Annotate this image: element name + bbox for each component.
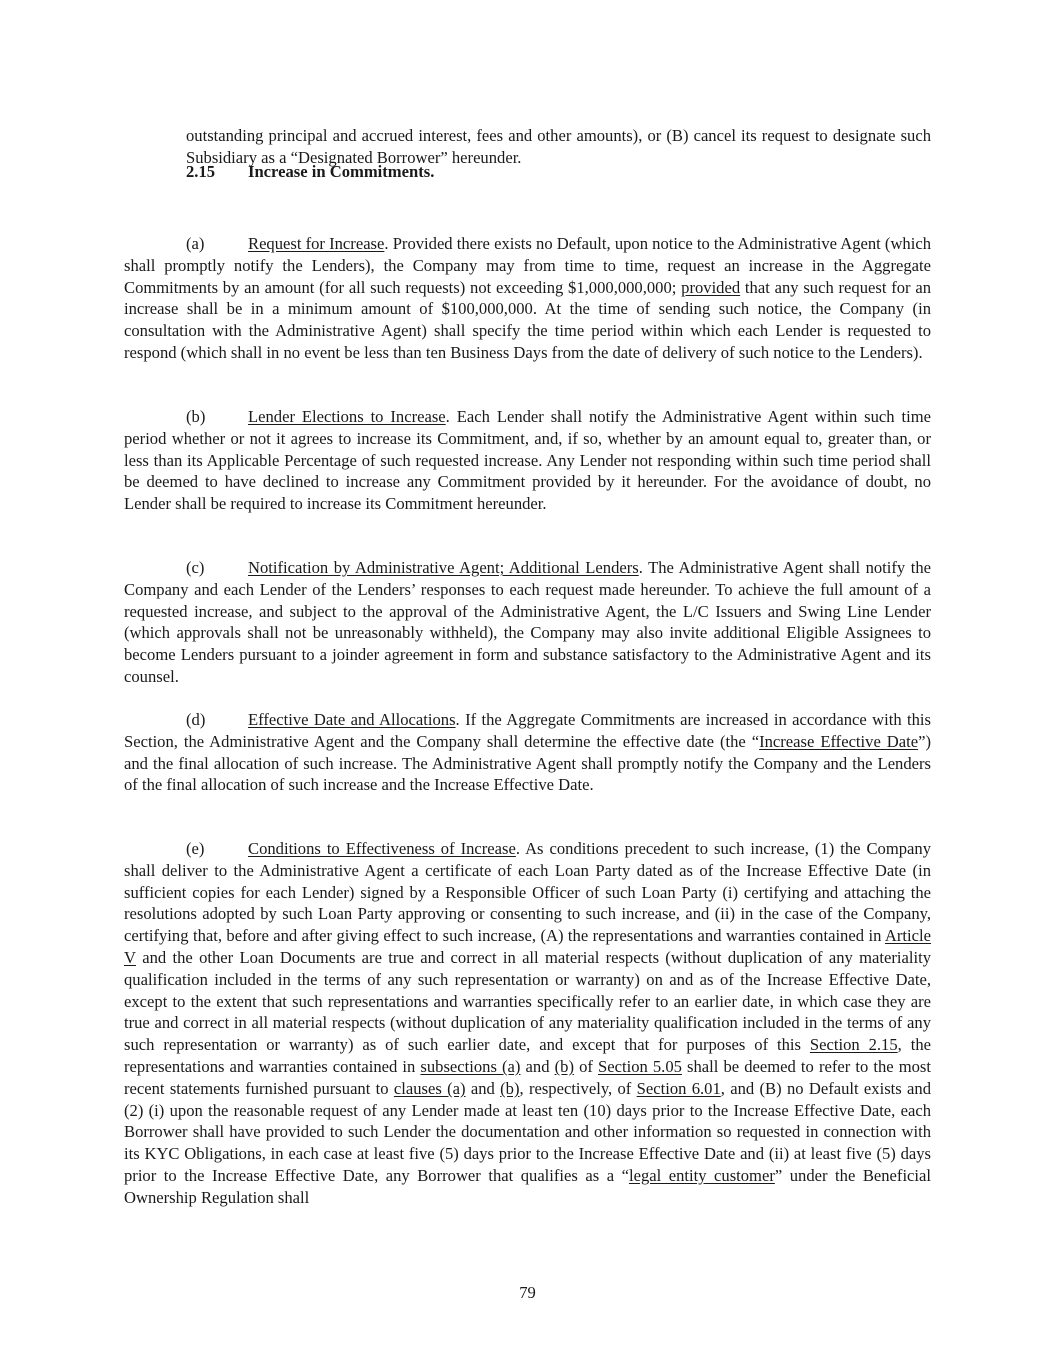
paragraph-e-label: (e) (186, 839, 205, 858)
ref-clause-a: clauses (a) (393, 1078, 466, 1098)
paragraph-d-heading: Effective Date and Allocations (248, 710, 456, 729)
continuation-paragraph: outstanding principal and accrued interest, fees and other amounts), or (B) cancel its request to designate such Subsidiary as a “Designated Borrower” hereunder. (186, 126, 931, 167)
paragraph-e-text-7: and (465, 1078, 501, 1098)
ref-clause-b: (b) (500, 1078, 520, 1098)
ref-section-5-05: Section 5.05 (598, 1056, 682, 1076)
legal-entity-customer-term: legal entity customer (628, 1165, 775, 1185)
paragraph-e-heading: Conditions to Effectiveness of Increase (248, 839, 516, 858)
ref-section-6-01: Section 6.01 (636, 1078, 721, 1098)
paragraph-d (124, 709, 931, 796)
paragraph-c-text: . The Administrative Agent shall notify the Company and each Lender of the Lenders’ responses to each request made hereunder. To achieve the full amount of a requested increase, and subject to the approval of the Administrative Agent, the L/C Issuers and Swing Line Lender (which approvals shall not be unreasonably withheld), the Company may also invite additional Eligible Assignees to become Lenders pursuant to a joinder agreement in form and substance satisfactory to the Administrative Agent and its counsel. (124, 558, 931, 686)
paragraph-e-text-6: shall be deemed to refer to the most recent statements furnished pursuant to (124, 1056, 932, 1098)
paragraph-e-text-10: ” under the Beneficial Ownership Regulation shall (124, 1165, 932, 1207)
paragraph-e-text-2: and the other Loan Documents are true and correct in all material respects (without duplication of any materiality qualification included in the terms of any such representation or warranty) on and as of the Increase Effective Date, except to the extent that such representations and warranties specifically refer to an earlier date, in which case they are true and correct in all material respects (without duplication of any materiality qualification included in the terms of any such representation or warranty) as of such earlier date, and except that for purposes of this (124, 947, 931, 1055)
paragraph-e-text: . As conditions precedent to such increase, (1) the Company shall deliver to the Administrative Agent a certificate of each Loan Party dated as of the Increase Effective Date (in sufficient copies for each Lender) signed by a Responsible Officer of such Loan Party (i) certifying and attaching the resolutions adopted by such Loan Party approving or consenting to such increase, and (ii) in the case of the Company, certifying that, before and after giving effect to such increase, (A) the representations and warranties contained in (124, 839, 931, 946)
paragraph-a (124, 233, 931, 364)
paragraph-e (124, 838, 931, 1209)
section-number: 2.15 (186, 162, 216, 181)
paragraph-b-text: . Each Lender shall notify the Administrative Agent within such time period whether or not it agrees to increase its Commitment, and, if so, whether by an amount equal to, greater than, or less than its Applicable Percentage of such requested increase. Any Lender not responding within such time period shall be deemed to have declined to increase any Commitment provided by it hereunder. For the avoidance of doubt, no Lender shall be required to increase its Commitment hereunder. (124, 407, 931, 514)
section-heading (186, 161, 434, 183)
paragraph-a-label: (a) (186, 234, 205, 253)
paragraph-e-text-4: and (520, 1056, 555, 1076)
paragraph-a-text-cont: that any such request for an increase shall be in a minimum amount of $100,000,000. At the time of sending such notice, the Company (in consultation with the Administrative Agent) shall specify the time period within which each Lender is requested to respond (which shall in no event be less than ten Business Days from the date of delivery of such notice to the Lenders). (124, 277, 931, 362)
paragraph-a-text: . Provided there exists no Default, upon notice to the Administrative Agent (which shall promptly notify the Lenders), the Company may from time to time, request an increase in the Aggregate Commitments by an amount (for all such requests) not exceeding $1,000,000,000; (124, 234, 931, 297)
paragraph-d-text-cont: ”) and the final allocation of such increase. The Administrative Agent shall promptly notify the Company and the Lenders of the final allocation of such increase and the Increase Effective Date. (124, 731, 931, 795)
paragraph-d-label: (d) (186, 710, 206, 729)
section-title: Increase in Commitments. (248, 162, 435, 181)
paragraph-e-text-5: of (573, 1056, 599, 1076)
ref-subsection-a: subsections (a) (420, 1056, 521, 1076)
page-number: 79 (519, 1283, 536, 1302)
ref-subsection-b: (b) (554, 1056, 574, 1076)
paragraph-a-heading: Request for Increase (248, 234, 385, 253)
paragraph-c-label: (c) (186, 558, 205, 577)
paragraph-b-heading: Lender Elections to Increase (248, 407, 446, 426)
paragraph-c (124, 557, 931, 688)
paragraph-b (124, 406, 931, 515)
ref-section-2-15: Section 2.15 (809, 1035, 898, 1055)
increase-effective-date-term: Increase Effective Date (759, 731, 919, 751)
ref-article-v: Article V (124, 926, 931, 967)
paragraph-e-text-9: , and (B) no Default exists and (2) (i) upon the reasonable request of any Lender made at least ten (10) days prior to the Increase Effective Date, each Borrower shall have provided to such Lender the documentation and other information so requested in connection with its KYC Obligations, in each case at least five (5) days prior to the Increase Effective Date and (ii) at least five (5) days prior to the Increase Effective Date, any Borrower that qualifies as a “ (124, 1078, 932, 1185)
provided-term: provided (681, 277, 741, 297)
paragraph-c-heading: Notification by Administrative Agent; Additional Lenders (248, 558, 639, 577)
paragraph-e-text-8: , respectively, of (519, 1078, 637, 1098)
paragraph-e-text-3: , the representations and warranties contained in (124, 1035, 931, 1076)
paragraph-b-label: (b) (186, 407, 206, 426)
paragraph-d-text: . If the Aggregate Commitments are increased in accordance with this Section, the Administrative Agent and the Company shall determine the effective date (the “ (124, 710, 931, 751)
